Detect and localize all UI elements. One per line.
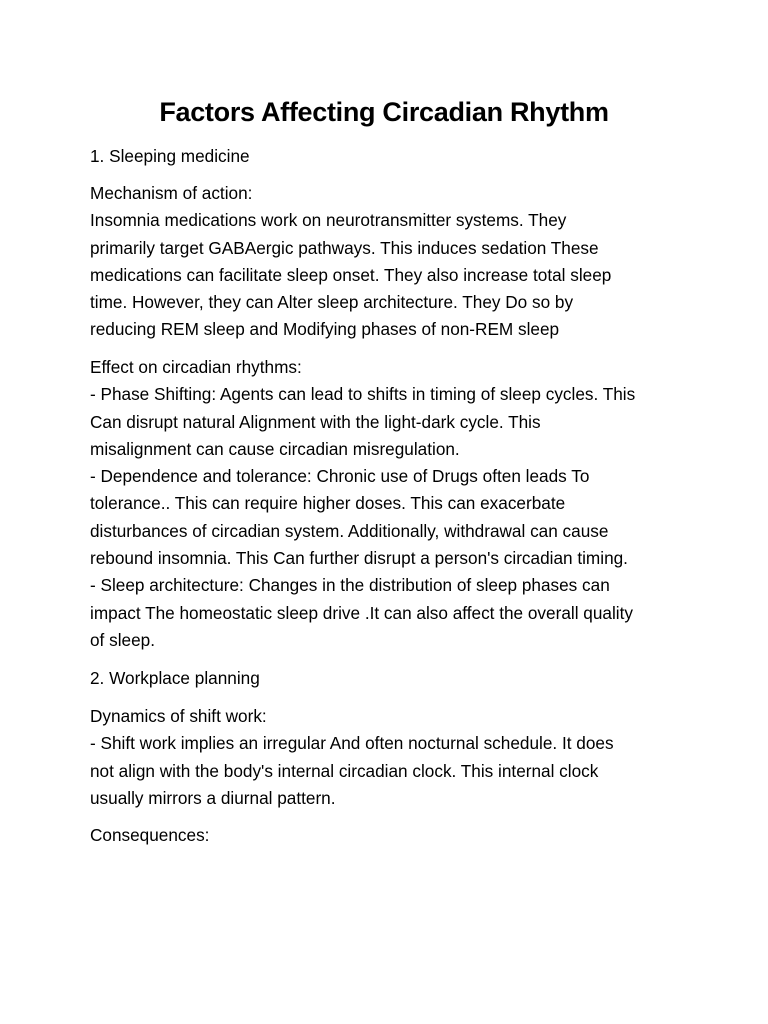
text-line: - Shift work implies an irregular And often nocturnal schedule. It does bbox=[90, 733, 614, 754]
text-line: of sleep. bbox=[90, 629, 155, 650]
text-line: Insomnia medications work on neurotransmitter systems. They bbox=[90, 210, 567, 231]
text-line: Can disrupt natural Alignment with the light-dark cycle. This bbox=[90, 411, 541, 432]
text-line: misalignment can cause circadian misregulation. bbox=[90, 438, 460, 459]
text-line: Effect on circadian rhythms: bbox=[90, 357, 302, 377]
section-heading-sleeping-medicine bbox=[90, 143, 690, 170]
text-line: rebound insomnia. This Can further disrupt a person's circadian timing. bbox=[90, 548, 628, 569]
text-line: - Sleep architecture: Changes in the distribution of sleep phases can bbox=[90, 575, 610, 596]
document-title: Factors Affecting Circadian Rhythm bbox=[159, 97, 609, 127]
text-line: time. However, they can Alter sleep architecture. They Do so by bbox=[90, 292, 574, 313]
text-line: primarily target GABAergic pathways. This induces sedation These bbox=[90, 237, 599, 258]
text-line: tolerance.. This can require higher doses. This can exacerbate bbox=[90, 493, 566, 514]
text-line: impact The homeostatic sleep drive .It can also affect the overall quality bbox=[90, 602, 633, 623]
paragraph-consequences bbox=[90, 822, 690, 849]
text-line: - Dependence and tolerance: Chronic use of Drugs often leads To bbox=[90, 466, 590, 487]
text-line: - Phase Shifting: Agents can lead to shifts in timing of sleep cycles. This bbox=[90, 384, 636, 405]
paragraph-mechanism-of-action bbox=[90, 180, 690, 344]
paragraph-dynamics-of-shift-work bbox=[90, 703, 690, 812]
text-line: Consequences: bbox=[90, 825, 210, 845]
section-heading-workplace-planning bbox=[90, 665, 690, 692]
text-line: 2. Workplace planning bbox=[90, 668, 260, 688]
text-line: Mechanism of action: bbox=[90, 183, 253, 203]
text-line: disturbances of circadian system. Additionally, withdrawal can cause bbox=[90, 520, 609, 541]
text-line: usually mirrors a diurnal pattern. bbox=[90, 787, 336, 808]
text-line: reducing REM sleep and Modifying phases of non-REM sleep bbox=[90, 319, 560, 340]
text-line: 1. Sleeping medicine bbox=[90, 146, 250, 166]
text-line: not align with the body's internal circadian clock. This internal clock bbox=[90, 760, 599, 781]
text-line: Dynamics of shift work: bbox=[90, 706, 267, 726]
paragraph-effect-on-circadian-rhythms bbox=[90, 354, 690, 654]
text-line: medications can facilitate sleep onset. They also increase total sleep bbox=[90, 264, 612, 285]
